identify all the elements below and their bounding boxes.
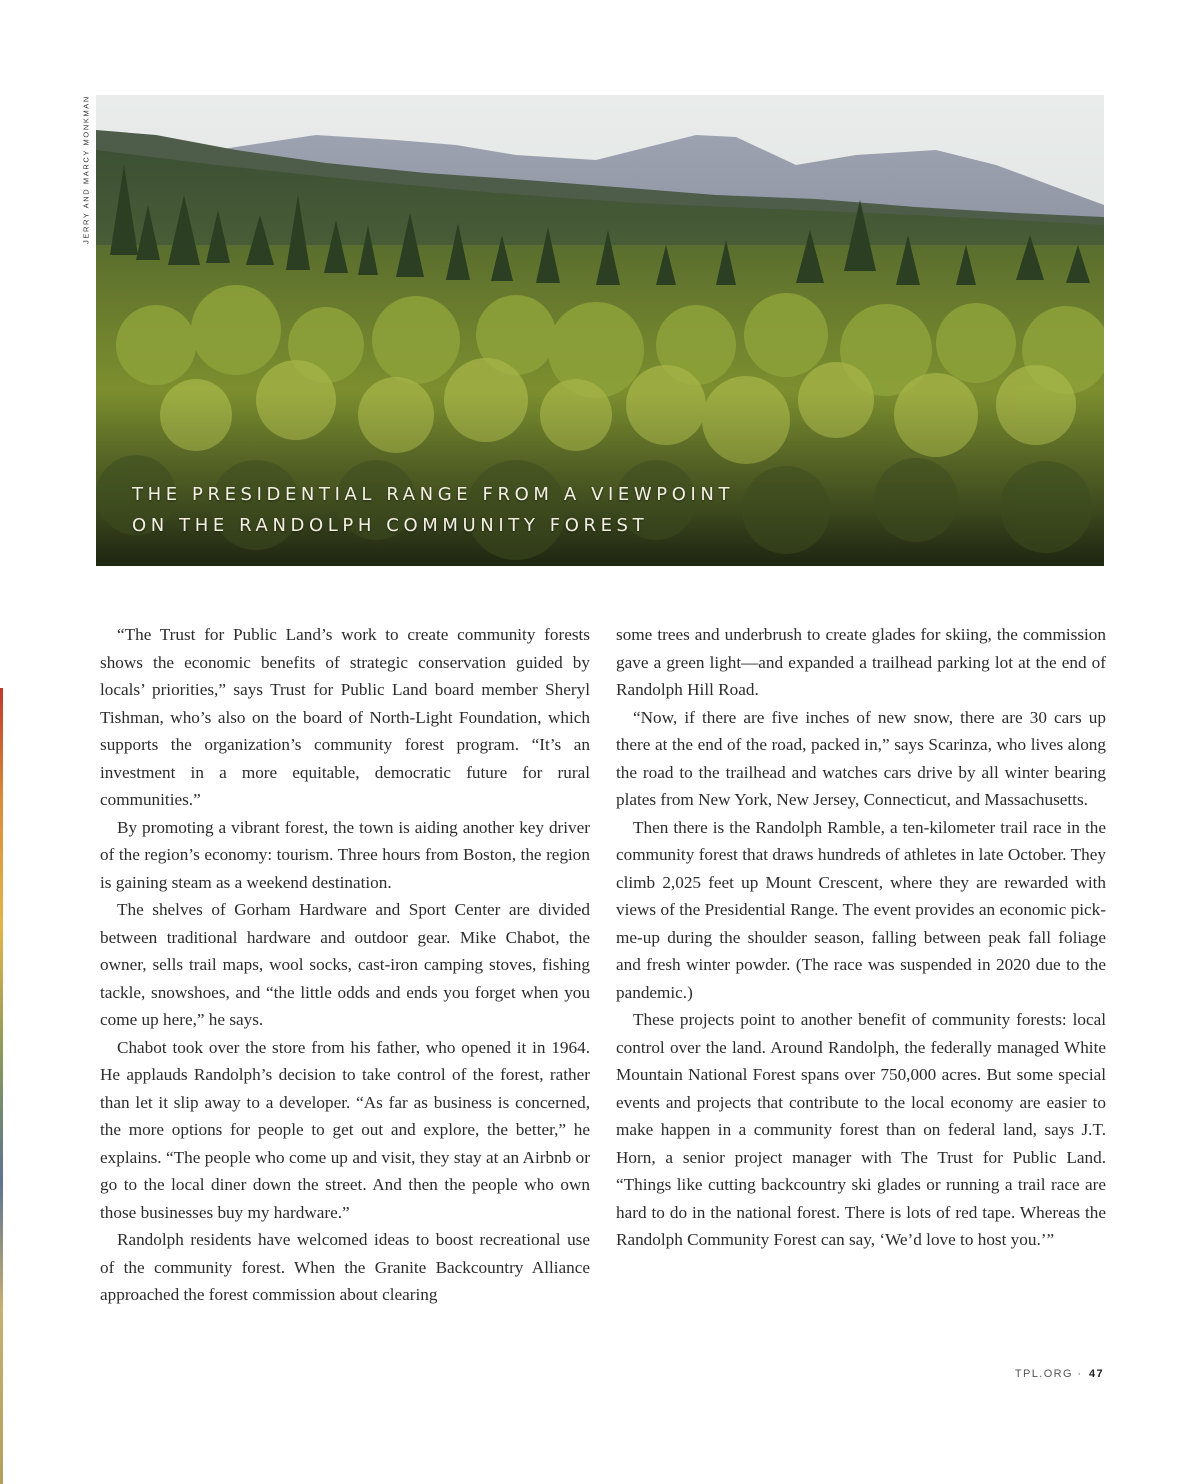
body-paragraph: By promoting a vibrant forest, the town is aiding another key driver of the region’s economy: tourism. Three hours from Boston, the region is gaining steam as a weekend destination.	[100, 817, 590, 892]
photo-caption	[132, 479, 734, 541]
body-paragraph: These projects point to another benefit of community forests: local control over the land. Around Randolph, the federally managed White Mountain National Forest spans over 750,000 acres. But some special events and projects that contribute to the local economy are easier to make happen in a community forest than on federal land, says J.T. Horn, a senior project manager with The Trust for Public Land. “Things like cutting backcountry ski glades or running a trail race are hard to do in the national forest. There is lots of red tape. Whereas the Randolph Community Forest can say, ‘We’d love to host you.’”	[616, 1010, 1106, 1249]
body-paragraph: Randolph residents have welcomed ideas to boost recreational use of the community forest. When the Granite Backcountry Alliance approached the forest commission about clearing	[100, 1230, 590, 1304]
caption-line-1: THE PRESIDENTIAL RANGE FROM A VIEWPOINT	[132, 484, 735, 505]
page-number: 47	[1088, 1368, 1104, 1380]
body-paragraph: “The Trust for Public Land’s work to create community forests shows the economic benefits of strategic conservation guided by locals’ priorities,” says Trust for Public Land board member Sheryl Tishman, who’s also on the board of North-Light Foundation, which supports the organization’s community forest program. “It’s an investment in a more equitable, democratic future for rural communities.”	[100, 625, 590, 809]
article-left-column	[100, 621, 590, 1309]
photo-credit: JERRY AND MARCY MONKMAN	[81, 95, 91, 244]
forest-landscape-photo	[96, 95, 1104, 566]
article-right-column	[616, 621, 1106, 1254]
body-paragraph: “Now, if there are five inches of new snow, there are 30 cars up there at the end of the road, packed in,” says Scarinza, who lives along the road to the trailhead and watches cars drive by all winter bearing plates from New York, New Jersey, Connecticut, and Massachusetts.	[616, 707, 1106, 809]
caption-line-2: ON THE RANDOLPH COMMUNITY FOREST	[132, 515, 649, 536]
folio-site: TPL.ORG ·	[1014, 1368, 1083, 1380]
page-edge-color-strip	[0, 688, 3, 1484]
page-folio	[1015, 1368, 1104, 1380]
body-paragraph: Then there is the Randolph Ramble, a ten-kilometer trail race in the community forest that draws hundreds of athletes in late October. They climb 2,025 feet up Mount Crescent, where they are rewarded with views of the Presidential Range. The event provides an economic pick-me-up during the shoulder season, falling between peak fall foliage and fresh winter powder. (The race was suspended in 2020 due to the pandemic.)	[616, 817, 1106, 1002]
body-paragraph-continued: some trees and underbrush to create glades for skiing, the commission gave a green light—and expanded a trailhead parking lot at the end of Randolph Hill Road.	[616, 625, 1106, 699]
body-paragraph: The shelves of Gorham Hardware and Sport Center are divided between traditional hardware and outdoor gear. Mike Chabot, the owner, sells trail maps, wool socks, cast-iron camping stoves, fishing tackle, snowshoes, and “the little odds and ends you forget when you come up here,” he says.	[100, 900, 590, 1029]
body-paragraph: Chabot took over the store from his father, who opened it in 1964. He applauds Randolph’s decision to take control of the forest, rather than let it slip away to a developer. “As far as business is concerned, the more options for people to get out and explore, the better,” he explains. “The people who come up and visit, they stay at an Airbnb or go to the local diner down the street. And then the people who own those businesses buy my hardware.”	[100, 1037, 590, 1222]
